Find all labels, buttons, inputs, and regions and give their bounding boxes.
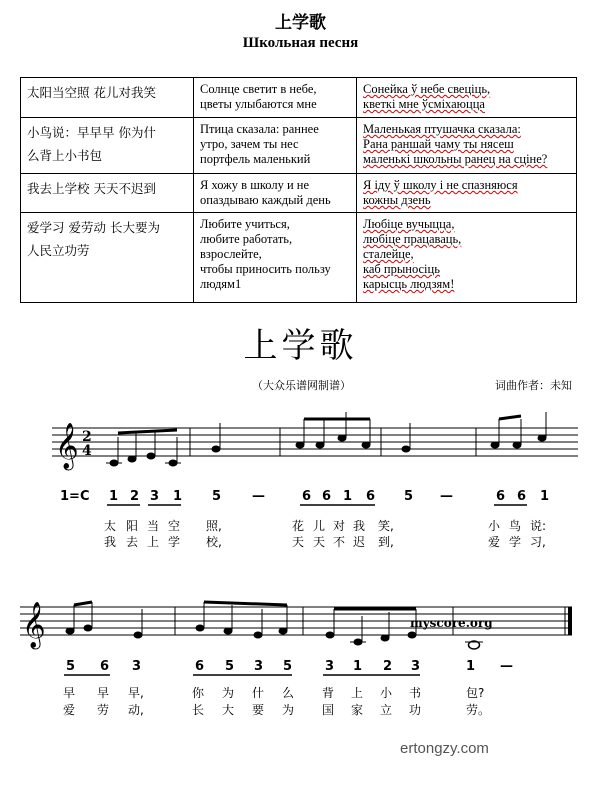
jianpu-number: 1 [109,489,119,504]
lyric-char: 劳 [97,703,110,717]
note-head [254,632,263,639]
cell-line: Любіце вучыцца, [363,217,455,231]
lyric-char: 爱 [63,703,76,717]
treble-clef: 𝄞 [22,602,46,648]
jianpu-number: 1 [466,659,476,674]
cell-line: Я іду ў школу і не спазняюся [363,178,518,192]
score-title: 上学歌 [243,326,358,366]
cell-line: Рана раншай чаму ты нясеш [363,137,514,151]
lyric-char: 花 [292,519,305,533]
lyric-char: 上 [351,686,364,700]
lyric-char: 家 [351,703,364,717]
lyric-char: 当 [147,519,160,533]
lyric-char: 校, [206,535,222,549]
jianpu-number: 6 [517,489,527,504]
lyric-char: 书 [409,686,422,700]
lyric-char: 到, [378,535,394,549]
cell-line: портфель маленький [200,152,311,166]
jianpu-number: 2 [383,659,393,674]
score-source: （大众乐谱网制谱） [252,379,351,392]
time-sig-top: 2 [82,429,92,445]
cell-line: Сонейка ў небе свеціць, [363,82,491,96]
lyric-char: 你 [192,686,205,700]
lyric-char: 爱 [488,535,501,549]
note-head [362,442,371,449]
note-head [316,442,325,449]
cell-line: Птица сказала: раннее [200,122,319,136]
lyric-char: 上 [147,535,160,549]
footer-site: ertongzy.com [400,740,489,757]
lyric-char: 早 [97,686,110,700]
jianpu-number: 3 [132,659,142,674]
jianpu-number: 3 [254,659,264,674]
beam [74,602,92,605]
cell-line: кожны дзень [363,193,431,207]
cell-line: Любите учиться, [200,217,290,231]
jianpu-number: 2 [130,489,140,504]
cell-line: опаздываю каждый день [200,193,331,207]
lyric-char: 说: [530,519,547,533]
cell-line: сталейце, [363,247,414,261]
beam [204,602,287,605]
lyric-char: 儿 [313,519,326,533]
lyric-char: 太 [104,519,117,533]
lyric-char: 学 [168,535,181,549]
lyric-char: 动, [128,703,144,717]
lyric-char: 阳 [126,519,139,533]
cell-line: 人民立功劳 [27,242,90,258]
note-head [538,435,547,442]
watermark: myscore.org [410,616,493,630]
jianpu-number: 6 [366,489,376,504]
cell-line: Маленькая птушачка сказала: [363,122,521,136]
jianpu-number: 1 [540,489,550,504]
cell-line: Я хожу в школу и не [200,178,310,192]
note-head [128,456,137,463]
cell-line: маленькі школьны ранец на сціне? [363,152,548,166]
lyric-char: 天 [292,535,305,549]
jianpu-number: 3 [325,659,335,674]
note-head [196,625,205,632]
cell-line: кветкі мне ўсміхаюцца [363,97,485,111]
jianpu-number: 5 [225,659,235,674]
lyric-char: 功 [409,703,422,717]
lyric-char: 包? [466,686,485,700]
lyric-char: 劳。 [466,703,491,717]
cell-line: каб прыносіць [363,262,440,276]
note-head [296,442,305,449]
lyric-char: 背 [322,686,335,700]
lyric-char: 小 [380,686,393,700]
cell-line: карысць людзям! [363,277,455,291]
lyric-char: 早 [63,686,76,700]
jianpu-number: 6 [100,659,110,674]
cell-line: цветы улыбаются мне [200,97,317,111]
jianpu-number: — [440,489,453,504]
lyric-char: 不 [333,535,346,549]
jianpu-number: 1 [353,659,363,674]
page-title: 上学歌 [275,13,326,33]
note-head [84,625,93,632]
note-head [513,442,522,449]
lyric-char: 笑, [378,519,394,533]
note-head [326,632,335,639]
score-author: 词曲作者：未知 [495,379,572,392]
note-head [338,435,347,442]
jianpu-number: 5 [66,659,76,674]
lyric-char: 早, [128,686,144,700]
key-label: 1=C [60,489,90,504]
cell-line: любіце працаваць, [363,232,462,246]
cell-line: 么背上小书包 [27,147,103,163]
lyric-char: 什 [252,686,265,700]
page-subtitle: Школьная песня [242,35,359,51]
final-barline-thick [568,607,572,635]
note-head [279,628,288,635]
jianpu-number: — [252,489,265,504]
lyric-char: 大 [222,703,235,717]
note-head [381,635,390,642]
treble-clef: 𝄞 [55,423,79,469]
lyric-char: 习, [530,535,546,549]
lyric-char: 我 [353,519,366,533]
cell-line: взрослейте, [200,247,262,261]
cell-line: любите работать, [200,232,293,246]
jianpu-number: 5 [404,489,414,504]
lyric-char: 空 [168,519,181,533]
lyric-char: 为 [222,686,235,700]
note-head [408,632,417,639]
time-sig-bottom: 4 [82,443,92,459]
jianpu-number: 6 [302,489,312,504]
cell-line: людям1 [200,277,242,291]
note-head [224,628,233,635]
note-head [402,446,411,453]
note-head [66,628,75,635]
jianpu-number: 6 [195,659,205,674]
lyric-char: 要 [252,703,265,717]
note-head [212,446,221,453]
lyric-char: 么 [282,686,295,700]
lyric-char: 为 [282,703,295,717]
lyric-char: 国 [322,703,335,717]
jianpu-number: 5 [212,489,222,504]
lyric-char: 立 [380,703,393,717]
lyric-char: 学 [509,535,522,549]
jianpu-number: 5 [283,659,293,674]
beam [499,416,521,419]
cell-line: чтобы приносить пользу [200,262,331,276]
cell-line: Солнце светит в небе, [200,82,317,96]
lyric-char: 长 [192,703,205,717]
note-head [147,453,156,460]
lyric-char: 去 [126,535,139,549]
note-head [134,632,143,639]
lyric-char: 照, [206,519,222,533]
lyric-char: 小 [488,519,501,533]
note-head [491,442,500,449]
cell-line: 小鸟说：早早早 你为什 [27,125,156,140]
cell-line: утро, зачем ты нес [200,137,299,151]
jianpu-number: 1 [343,489,353,504]
jianpu-number: 1 [173,489,183,504]
jianpu-number: 3 [411,659,421,674]
jianpu-number: 6 [496,489,506,504]
cell-line: 太阳当空照 花儿对我笑 [27,85,156,100]
lyric-char: 对 [333,519,346,533]
lyric-char: 天 [313,535,326,549]
cell-line: 爱学习 爱劳动 长大要为 [27,220,160,235]
jianpu-number: 6 [322,489,332,504]
jianpu-number: 3 [150,489,160,504]
lyric-char: 我 [104,535,117,549]
cell-line: 我去上学校 天天不迟到 [27,181,156,196]
lyric-char: 迟 [353,535,366,549]
lyric-char: 鸟 [509,519,522,533]
beam [118,430,177,433]
jianpu-number: — [500,659,513,674]
